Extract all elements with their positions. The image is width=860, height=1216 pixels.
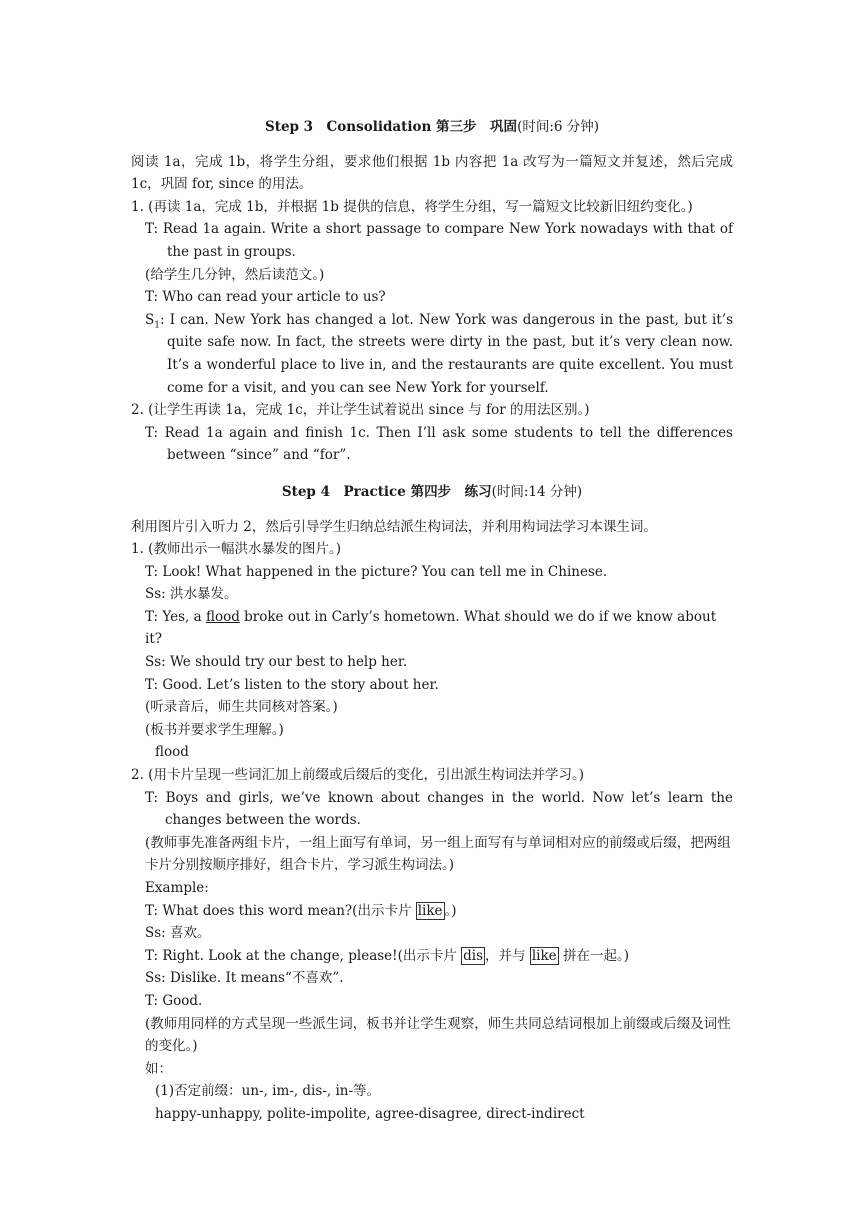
note-line: (教师用同样的方式呈现一些派生词，板书并让学生观察，师生共同总结词根加上前缀或后缀及词性的变化。) [145, 1015, 731, 1055]
step3-teacher-line-2: T: Who can read your article to us? [145, 289, 386, 306]
step3-item-2: 2. (让学生再读 1a，完成 1c，并让学生试着说出 since 与 for 的用法区别。) [131, 402, 590, 419]
note-line: (教师事先准备两组卡片，一组上面写有单词，另一组上面写有与单词相对应的前缀或后缀，把两组卡片分别按顺序排好，组合卡片，学习派生构词法。) [145, 834, 731, 874]
student-label: S [145, 311, 155, 328]
lesson-content [131, 116, 733, 1126]
board-word: flood [155, 744, 189, 761]
note-line: (听录音后，师生共同核对答案。) [145, 699, 338, 716]
dialogue-line: T: Boys and girls, we’ve known about changes in the world. Now let’s learn the changes between the words. [145, 789, 733, 829]
card-dis: dis [463, 947, 484, 964]
step3-time: (时间:6 分钟) [517, 119, 600, 135]
underlined-word-flood: flood [205, 608, 240, 625]
dialogue-line: T: Look! What happened in the picture? You can tell me in Chinese. [145, 563, 608, 580]
step4-item-2: 2. (用卡片呈现一些词汇加上前缀或后缀后的变化，引出派生构词法并学习。) [131, 767, 584, 784]
example-intro: 如： [145, 1060, 172, 1077]
student-number: 1 [154, 320, 160, 331]
step4-time: (时间:14 分钟) [491, 483, 583, 500]
step4-title: Step 4 Practice 第四步 练习 [281, 483, 492, 500]
step3-item-1: 1. (再读 1a，完成 1b，并根据 1b 提供的信息，将学生分组，写一篇短文比较新旧纽约变化。) [131, 198, 693, 215]
step4-intro: 利用图片引入听力 2，然后引导学生归纳总结派生构词法，并利用构词法学习本课生词。 [131, 518, 657, 535]
example-label: Example: [145, 880, 209, 896]
step3-teacher-line-3: T: Read 1a again and finish 1c. Then I’ll ask some students to tell the differences between “since” and “for”. [145, 424, 733, 464]
student-answer: : I can. New York has changed a lot. New York was dangerous in the past, but it’s quite safe now. In fact, the streets were dirty in the past, but it’s very clean now. It’s a wonderful place to live in, and the restaurants are quite excellent. You must come for a visit, and you can see New York for yourself. [159, 311, 733, 396]
step3-intro: 阅读 1a，完成 1b，将学生分组，要求他们根据 1b 内容把 1a 改写为一篇短文并复述，然后完成 1c，巩固 for, since 的用法。 [131, 153, 733, 193]
dialogue-line: Ss: We should try our best to help her. [145, 654, 408, 671]
step4-item-1: 1. (教师出示一幅洪水暴发的图片。) [131, 541, 341, 558]
step3-heading [131, 116, 733, 139]
prefix-rule: (1)否定前缀：un-, im-, dis-, in-等。 [155, 1083, 381, 1100]
prefix-examples: happy-unhappy, polite-impolite, agree-disagree, direct-indirect [155, 1105, 585, 1122]
dialogue-line: Ss: Dislike. It means“不喜欢”. [145, 970, 344, 987]
dialogue-line: Ss: 洪水暴发。 [145, 586, 238, 603]
card-like: like [531, 947, 557, 964]
step3-note-1: (给学生几分钟，然后读范文。) [145, 266, 325, 283]
dialogue-line: T: Good. [145, 992, 203, 1009]
step3-teacher-line-1: T: Read 1a again. Write a short passage to compare New York nowadays with that of the past in groups. [145, 221, 733, 260]
note-line: (板书并要求学生理解。) [145, 721, 284, 738]
dialogue-line: T: What does this word mean?(出示卡片 like 。) [145, 902, 457, 919]
dialogue-line: T: Good. Let’s listen to the story about her. [145, 676, 439, 693]
step4-heading [131, 481, 733, 504]
dialogue-line: Ss: 喜欢。 [145, 925, 211, 942]
dialogue-line: T: Yes, a flood broke out in Carly’s hometown. What should we do if we know about it? [145, 608, 717, 648]
step3-title: Step 3 Consolidation 第三步 巩固 [264, 119, 518, 135]
card-like: like [417, 902, 443, 919]
dialogue-line: T: Right. Look at the change, please!(出示卡片 dis ，并与 like 拼在一起。) [145, 947, 629, 964]
step3-student-line-1 [131, 309, 733, 399]
